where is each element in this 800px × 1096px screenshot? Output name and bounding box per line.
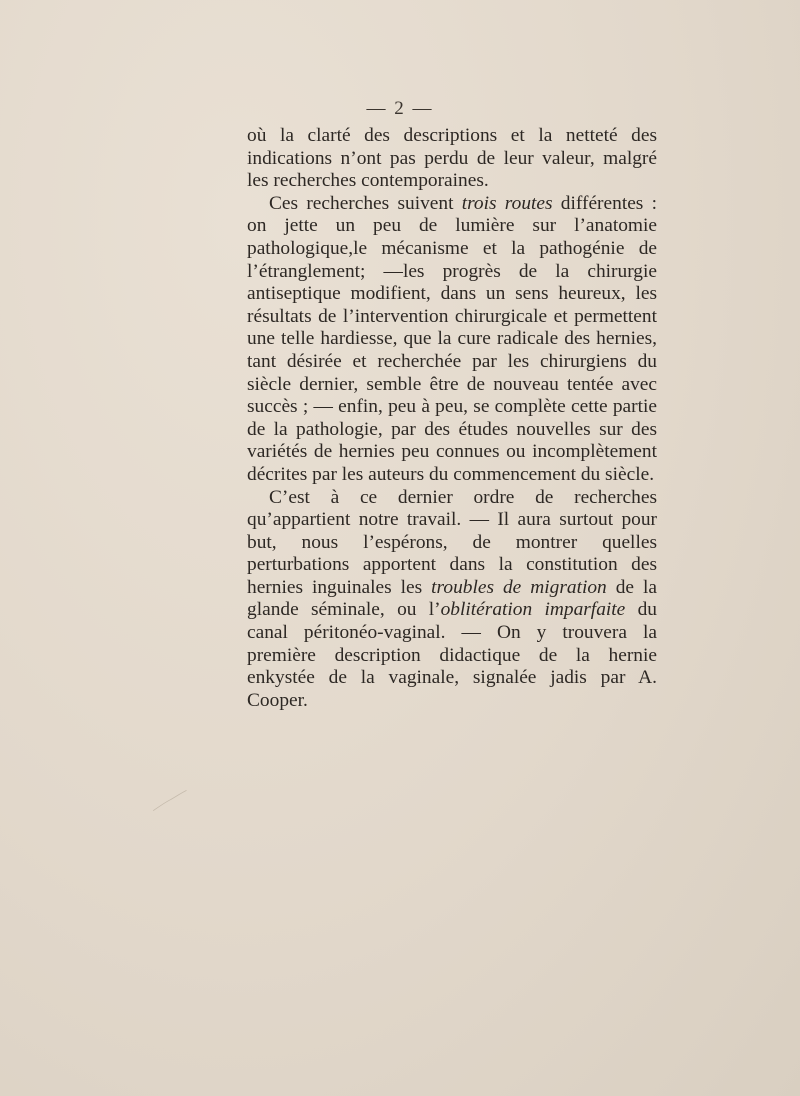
body-text [247, 125, 657, 712]
paragraph-3-emphasis-2: oblitération imparfaite [440, 599, 626, 621]
paragraph-2-text-a: Ces recherches suivent [269, 192, 462, 214]
page-number: — 2 — [366, 98, 434, 119]
paragraph-3-text-a: C’est à ce dernier ordre de recherches qu’appartient notre travail. — Il aura surtout pour but, nous l’espérons, de montrer quelles perturbations apportent dans la constitution des hernies inguinales les [247, 486, 657, 598]
paragraph-3 [247, 487, 657, 713]
paper-mark [149, 789, 191, 813]
paragraph-3-text-b: de la glande séminale, ou l’ [247, 576, 657, 621]
paragraph-1: où la clarté des descriptions et la netteté des indications n’ont pas perdu de leur valeur, malgré les recherches contemporaines. [247, 125, 657, 192]
paragraph-2 [247, 193, 657, 487]
paragraph-3-text-c: du canal péritonéo-vaginal. — On y trouvera la première description didactique de la hernie enkystée de la vaginale, signalée jadis par A. Cooper. [247, 599, 657, 711]
paragraph-2-emphasis: trois routes [461, 192, 553, 214]
paragraph-3-emphasis-1: troubles de migration [431, 576, 607, 598]
paragraph-2-text-b: différentes : on jette un peu de lumière sur l’anatomie pathologique,le mécanisme et la pathogénie de l’étranglement; —les progrès de la chirurgie antiseptique modifient, dans un sens heureux, les résultats de l’intervention chirurgicale et permettent une telle hardiesse, que la cure radicale des hernies, tant désirée et recherchée par les chirurgiens du siècle dernier, semble être de nouveau tentée avec succès ; — enfin, peu à peu, se complète cette partie de la pathologie, par des études nouvelles sur des variétés de hernies peu connues ou incomplètement décrites par les auteurs du commencement du siècle. [247, 192, 657, 485]
